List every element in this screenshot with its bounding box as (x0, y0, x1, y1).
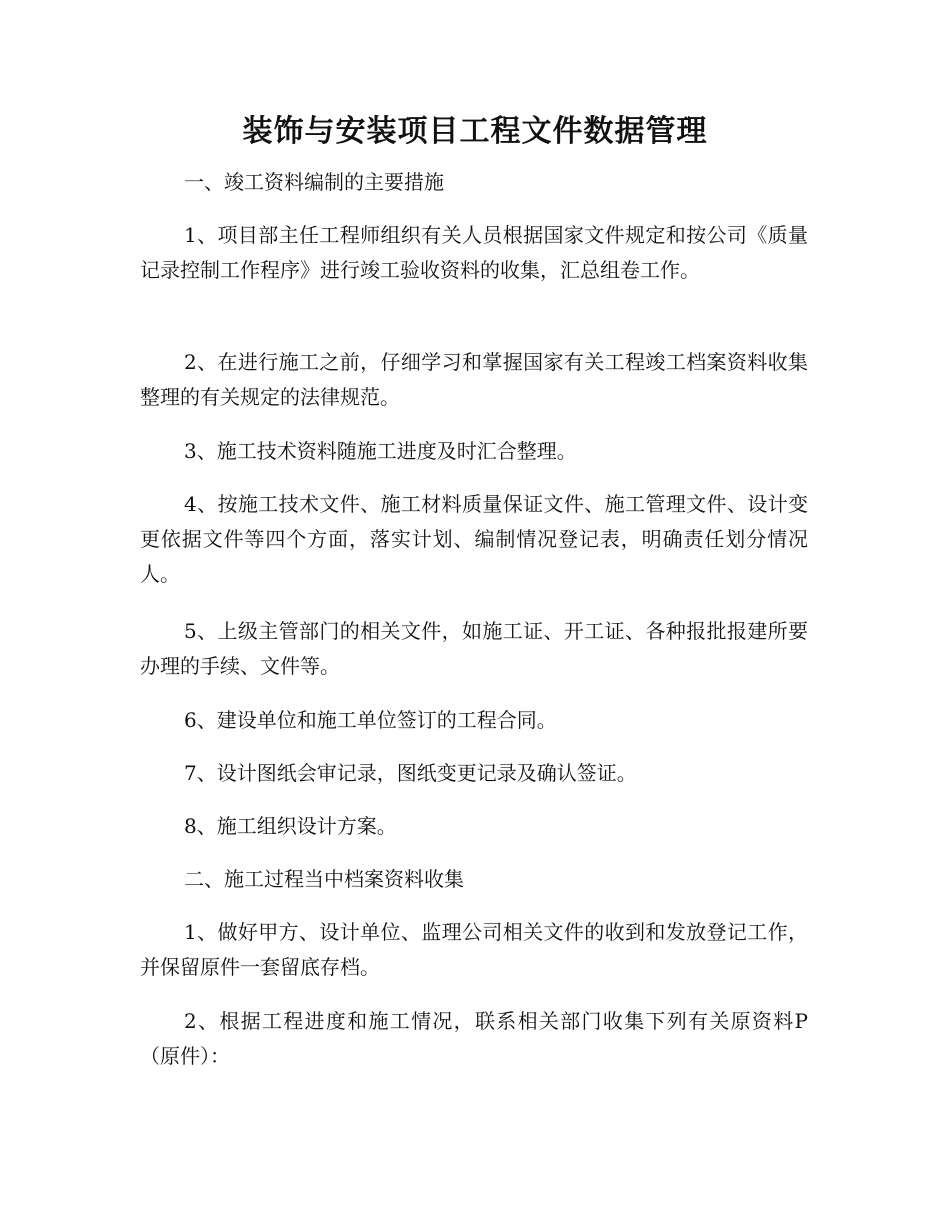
paragraph: 3、施工技术资料随施工进度及时汇合整理。 (184, 439, 577, 463)
section-heading: 二、施工过程当中档案资料收集 (184, 867, 464, 891)
paragraph: 1、项目部主任工程师组织有关人员根据国家文件规定和按公司《质量记录控制工作程序》进行竣工验收资料的收集，汇总组卷工作。 (140, 223, 808, 282)
paragraph: 8、施工组织设计方案。 (184, 814, 397, 838)
document-title: 装饰与安装项目工程文件数据管理 (242, 114, 708, 149)
section-heading: 一、竣工资料编制的主要措施 (184, 170, 444, 194)
paragraph: 2、根据工程进度和施工情况，联系相关部门收集下列有关原资料P（原件）： (140, 1009, 808, 1068)
paragraph: 1、做好甲方、设计单位、监理公司相关文件的收到和发放登记工作，并保留原件一套留底存档。 (140, 920, 808, 979)
paragraph: 5、上级主管部门的相关文件，如施工证、开工证、各种报批报建所要办理的手续、文件等。 (140, 619, 808, 678)
paragraph: 7、设计图纸会审记录，图纸变更记录及确认签证。 (184, 761, 637, 785)
paragraph: 2、在进行施工之前，仔细学习和掌握国家有关工程竣工档案资料收集整理的有关规定的法律规范。 (140, 350, 808, 409)
paragraph: 4、按施工技术文件、施工材料质量保证文件、施工管理文件、设计变更依据文件等四个方面，落实计划、编制情况登记表，明确责任划分情况人。 (140, 492, 808, 586)
paragraph: 6、建设单位和施工单位签订的工程合同。 (184, 708, 557, 732)
